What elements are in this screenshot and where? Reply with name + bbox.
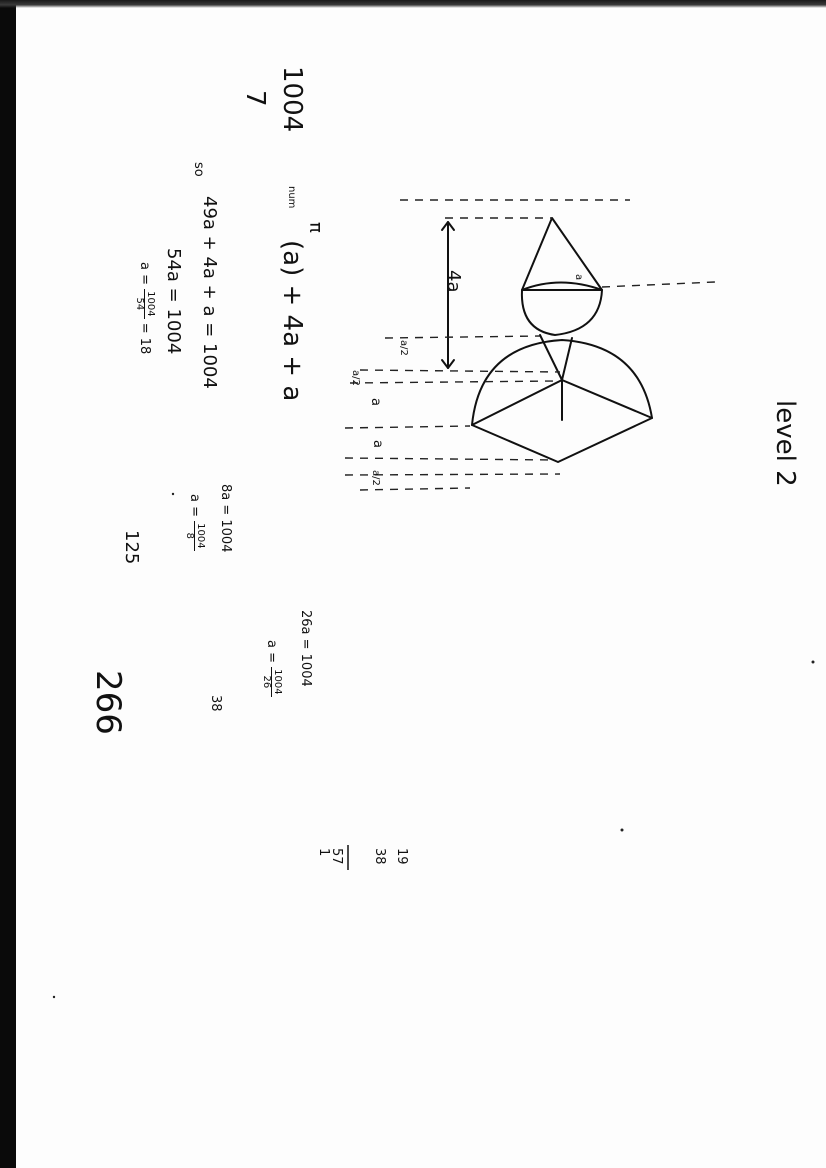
eq8-line-2	[184, 494, 205, 551]
value-38: 38	[208, 695, 223, 712]
guide-line	[360, 370, 560, 372]
top-digit: 7	[240, 90, 270, 107]
expression-prefix: num	[286, 186, 297, 209]
equation-2: 54a = 1004	[163, 248, 184, 355]
sum-top: 19	[394, 848, 409, 865]
eq8-lhs: a =	[187, 494, 202, 517]
eq26-denominator: 26	[261, 675, 272, 689]
dim-a-top: a	[573, 274, 584, 281]
eq8-denominator: 8	[184, 532, 195, 540]
eq26-line-1: 26a = 1004	[298, 610, 313, 687]
dim-a-half-3: a/2	[370, 470, 381, 486]
equation-3-denominator: 54	[134, 297, 145, 311]
guide-line	[350, 381, 555, 383]
sum-carry: 1	[316, 848, 331, 857]
equation-3	[134, 262, 155, 354]
sum-bottom: 57	[329, 848, 344, 865]
eq8-fraction	[184, 521, 205, 550]
sphere-lower	[522, 290, 602, 335]
equation-3-fraction	[134, 289, 155, 318]
level-label: level 2	[770, 400, 800, 487]
eq26-fraction	[261, 667, 282, 696]
equation-3-lhs: a =	[137, 262, 152, 285]
expression-line: (a) + 4a + a	[277, 240, 307, 402]
dim-a-half-1: a/2	[398, 340, 409, 356]
expression-pi: π	[305, 222, 326, 233]
guide-line	[345, 458, 555, 460]
dim-a-2: a	[370, 440, 385, 448]
eq26-line-2	[261, 640, 282, 697]
so-label: so	[191, 162, 206, 177]
equation-1: 49a + 4a + a = 1004	[199, 196, 220, 389]
eq26-numerator: 1004	[272, 669, 283, 695]
sphere-equator	[522, 283, 602, 291]
equation-3-numerator: 1004	[145, 291, 156, 317]
guide-line	[345, 426, 470, 428]
sum-mid: 38	[372, 848, 387, 865]
value-125: 125	[121, 530, 142, 565]
guide-line	[360, 488, 470, 490]
equation-3-result: = 18	[137, 322, 152, 355]
top-cone	[522, 218, 602, 290]
dim-a-1: a	[368, 398, 383, 406]
guide-line	[602, 282, 715, 287]
value-266: 266	[88, 670, 128, 735]
eq8-line-1: 8a = 1004	[218, 484, 233, 553]
dim-a-half-2: a/2	[350, 370, 361, 386]
dim-4a: 4a	[443, 270, 464, 293]
eq8-numerator: 1004	[195, 523, 206, 549]
guide-line	[385, 336, 540, 338]
top-number: 1004	[277, 66, 307, 133]
eq26-lhs: a =	[264, 640, 279, 663]
